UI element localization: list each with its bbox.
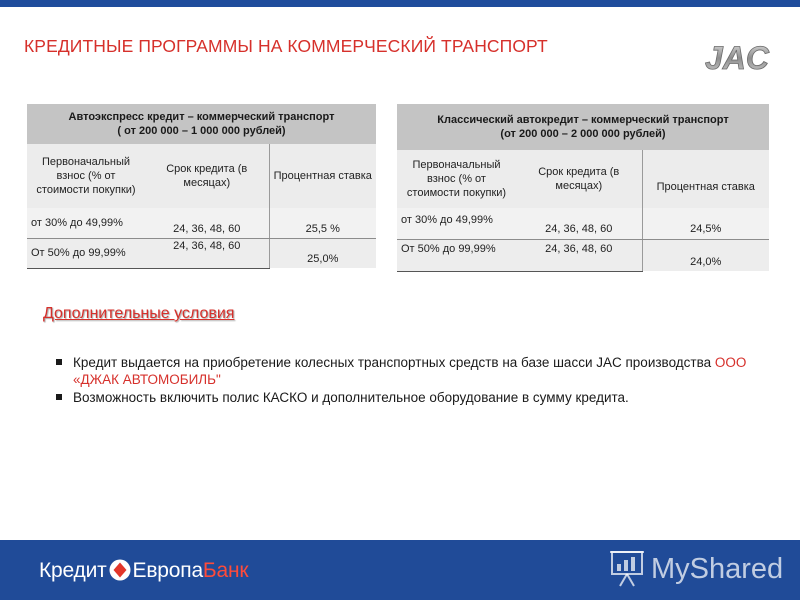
column-header-rate: Процентная ставка — [642, 150, 769, 208]
table-subtitle: (от 200 000 – 2 000 000 рублей) — [500, 128, 666, 140]
list-item — [56, 354, 756, 388]
top-accent-bar — [0, 0, 800, 7]
bullet-icon — [56, 394, 62, 400]
rate-cell: 24,0% — [642, 239, 769, 271]
down-payment-cell: От 50% до 99,99% — [397, 239, 516, 271]
list-item — [56, 389, 756, 406]
term-cell: 24, 36, 48, 60 — [516, 239, 642, 271]
manufacturer-name: ООО «ДЖАК АВТОМОБИЛЬ" — [73, 355, 747, 387]
bullet-text: Возможность включить полис КАСКО и дополнительное оборудование в сумму кредита. — [73, 390, 629, 405]
jac-logo — [684, 42, 790, 74]
down-payment-cell: От 50% до 99,99% — [27, 238, 145, 268]
rate-table-classic — [397, 104, 769, 272]
bank-logo — [39, 559, 248, 583]
table-row — [27, 208, 376, 238]
column-header-term: Срок кредита (в месяцах) — [145, 144, 269, 208]
term-cell: 24, 36, 48, 60 — [516, 208, 642, 239]
bank-logo-word-europa: Европа — [132, 559, 203, 582]
table-title: Автоэкспресс кредит – коммерческий транспорт — [68, 111, 335, 123]
term-cell: 24, 36, 48, 60 — [145, 208, 269, 238]
table-row — [397, 239, 769, 271]
column-header-term: Срок кредита (в месяцах) — [516, 150, 642, 208]
bank-logo-word-bank: Банк — [202, 559, 249, 582]
term-cell: 24, 36, 48, 60 — [145, 238, 269, 268]
table-title: Классический автокредит – коммерческий транспорт — [437, 114, 729, 126]
page-title: КРЕДИТНЫЕ ПРОГРАММЫ НА КОММЕРЧЕСКИЙ ТРАНСПОРТ — [24, 36, 548, 56]
down-payment-cell: от 30% до 49,99% — [397, 208, 516, 239]
jac-logo-text: JAC — [704, 42, 770, 74]
column-header-down-payment: Первоначальный взнос (% от стоимости покупки) — [27, 144, 145, 208]
rate-cell: 24,5% — [642, 208, 769, 239]
bullet-text: Кредит выдается на приобретение колесных транспортных средств на базе шасси JAC производства — [73, 355, 715, 370]
bank-logo-word-credit: Кредит — [39, 559, 107, 582]
down-payment-cell: от 30% до 49,99% — [27, 208, 145, 238]
table-row — [397, 208, 769, 239]
table-header — [27, 104, 376, 144]
presentation-icon — [608, 548, 648, 590]
conditions-list — [56, 354, 756, 407]
table-header — [397, 104, 769, 150]
bullet-icon — [56, 359, 62, 365]
column-header-rate: Процентная ставка — [269, 144, 376, 208]
table-row — [27, 238, 376, 268]
rate-cell: 25,5 % — [269, 208, 376, 238]
bank-emblem-icon — [109, 559, 131, 581]
column-header-down-payment: Первоначальный взнос (% от стоимости покупки) — [397, 150, 516, 208]
watermark-text: MyShared — [651, 553, 784, 585]
table-subtitle: ( от 200 000 – 1 000 000 рублей) — [117, 125, 286, 137]
rate-cell: 25,0% — [269, 238, 376, 268]
conditions-heading: Дополнительные условия — [43, 305, 235, 322]
rate-table-autoexpress — [27, 104, 376, 269]
watermark — [608, 548, 788, 592]
